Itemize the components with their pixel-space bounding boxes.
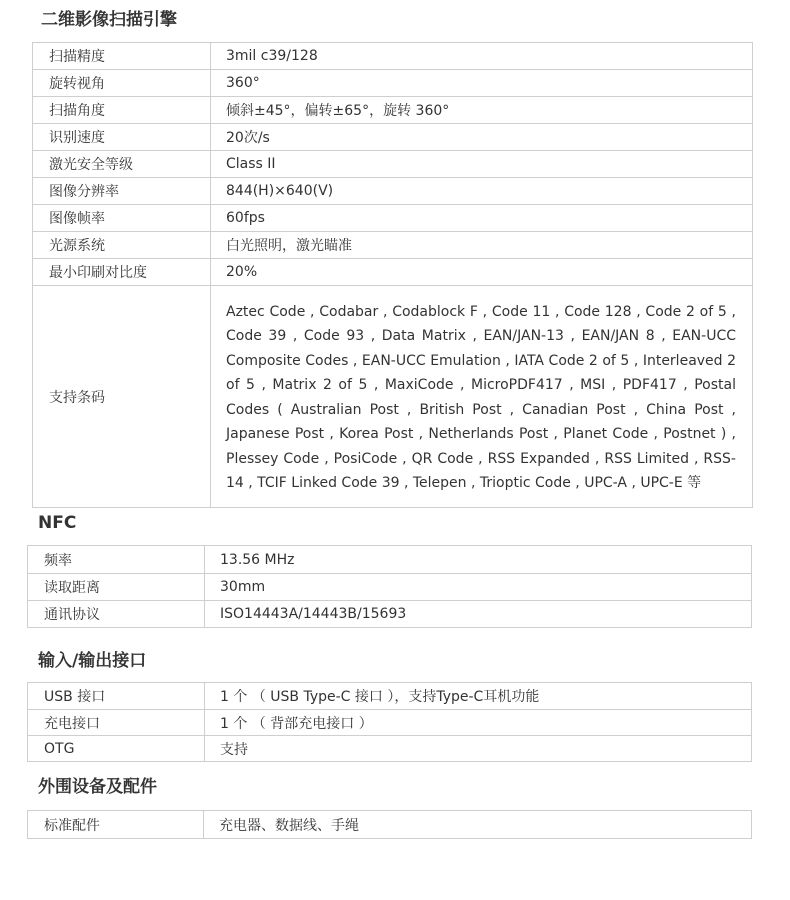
row-label: 充电接口 [28,710,205,736]
row-value: ISO14443A/14443B/15693 [205,601,752,628]
row-label: 频率 [28,546,205,574]
section-title-io: 输入/输出接口 [38,651,147,671]
row-label: OTG [28,736,205,762]
row-label: 标准配件 [28,811,204,839]
row-label: 支持条码 [33,286,211,508]
row-label: 扫描角度 [33,97,211,124]
row-value: 1 个 （ USB Type-C 接口 ），支持Type-C耳机功能 [205,683,752,710]
table-row [33,124,753,151]
row-value: 360° [211,70,753,97]
table-row [28,710,752,736]
row-value: Class II [211,151,753,178]
row-value: 13.56 MHz [205,546,752,574]
row-value-barcodes: Aztec Code , Codabar , Codablock F , Code 11 , Code 128 , Code 2 of 5 , Code 39 , Code 93 , Data Matrix , EAN/JAN-13 , EAN/JAN 8 , EAN-UCC Composite Codes , EAN-UCC Emulation , IATA Code 2 of 5 , Interleaved 2 of 5 , Matrix 2 of 5 , MaxiCode , MicroPDF417 , MSI , PDF417 , Postal Codes ( Australian Post , British Post , Canadian Post , China Post , Japanese Post , Korea Post , Netherlands Post , Planet Code , Postnet ) , Plessey Code , PosiCode , QR Code , RSS Expanded , RSS Limited , RSS-14 , TCIF Linked Code 39 , Telepen , Trioptic Code , UPC-A , UPC-E 等 [211,286,753,508]
table-row [33,151,753,178]
row-label: 最小印刷对比度 [33,259,211,286]
row-value: 白光照明，激光瞄准 [211,232,753,259]
row-label: 读取距离 [28,574,205,601]
table-row [28,683,752,710]
row-value: 844(H)×640(V) [211,178,753,205]
table-row [33,178,753,205]
row-value: 60fps [211,205,753,232]
table-row [33,97,753,124]
row-value: 支持 [205,736,752,762]
table-row [28,546,752,574]
table-row [28,601,752,628]
row-label: 激光安全等级 [33,151,211,178]
row-label: 图像分辨率 [33,178,211,205]
scan-engine-table [32,42,753,508]
row-label: 旋转视角 [33,70,211,97]
row-label: 扫描精度 [33,43,211,70]
table-row [33,286,753,508]
row-value: 1 个 （ 背部充电接口 ） [205,710,752,736]
table-row [33,259,753,286]
row-label: 图像帧率 [33,205,211,232]
table-row [33,205,753,232]
row-label: 通讯协议 [28,601,205,628]
row-value: 20次/s [211,124,753,151]
section-title-accessories: 外围设备及配件 [38,777,157,797]
row-value: 30mm [205,574,752,601]
row-value: 20% [211,259,753,286]
table-row [33,70,753,97]
table-row [33,232,753,259]
nfc-table [27,545,752,628]
table-row [28,736,752,762]
section-title-scan-engine: 二维影像扫描引擎 [41,10,177,30]
io-table [27,682,752,762]
section-title-nfc: NFC [38,513,77,533]
row-label: 识别速度 [33,124,211,151]
row-value: 充电器、数据线、手绳 [204,811,752,839]
row-label: 光源系统 [33,232,211,259]
table-row [33,43,753,70]
accessories-table [27,810,752,839]
row-value: 3mil c39/128 [211,43,753,70]
table-row [28,574,752,601]
table-row [28,811,752,839]
row-value: 倾斜±45°，偏转±65°，旋转 360° [211,97,753,124]
row-label: USB 接口 [28,683,205,710]
